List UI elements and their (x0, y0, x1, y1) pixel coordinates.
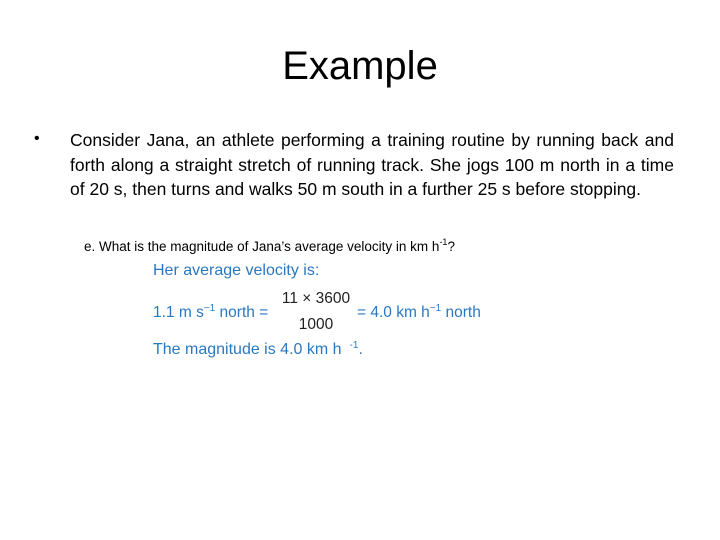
bullet-dot-icon: • (34, 130, 40, 147)
question-end: ? (447, 239, 455, 254)
rhs-tail: north (441, 304, 481, 321)
slide-title: Example (282, 44, 438, 88)
answer-conclusion (153, 340, 363, 359)
bullet-item (34, 128, 674, 202)
fraction-denominator: 1000 (298, 316, 334, 333)
lhs-tail: north = (215, 304, 269, 321)
conclusion-exponent: -1 (349, 340, 359, 351)
conclusion-text: The magnitude is 4.0 km h (153, 341, 342, 358)
rhs-exponent: −1 (429, 303, 442, 314)
answer-heading: Her average velocity is: (153, 262, 320, 279)
bullet-list (34, 128, 674, 202)
rhs-value: = 4.0 km h (357, 304, 430, 321)
equation-rhs (357, 303, 481, 322)
question-exponent: -1 (439, 237, 448, 247)
question-body: e. What is the magnitude of Jana’s average velocity in km h (84, 239, 440, 254)
fraction-numerator: 11 × 3600 (281, 290, 351, 307)
question-text (84, 233, 455, 256)
equation-fraction (279, 290, 353, 334)
equation-lhs (153, 303, 268, 322)
answer-equation (153, 290, 513, 334)
conclusion-end: . (358, 341, 363, 358)
lhs-value: 1.1 m s (153, 304, 204, 321)
lhs-exponent: −1 (203, 303, 216, 314)
bullet-text: Consider Jana, an athlete performing a training routine by running back and forth along a straight stretch of running track. She jogs 100 m north in a time of 20 s, then turns and walks 50 m south in a further 25 s before stopping. (70, 130, 674, 199)
